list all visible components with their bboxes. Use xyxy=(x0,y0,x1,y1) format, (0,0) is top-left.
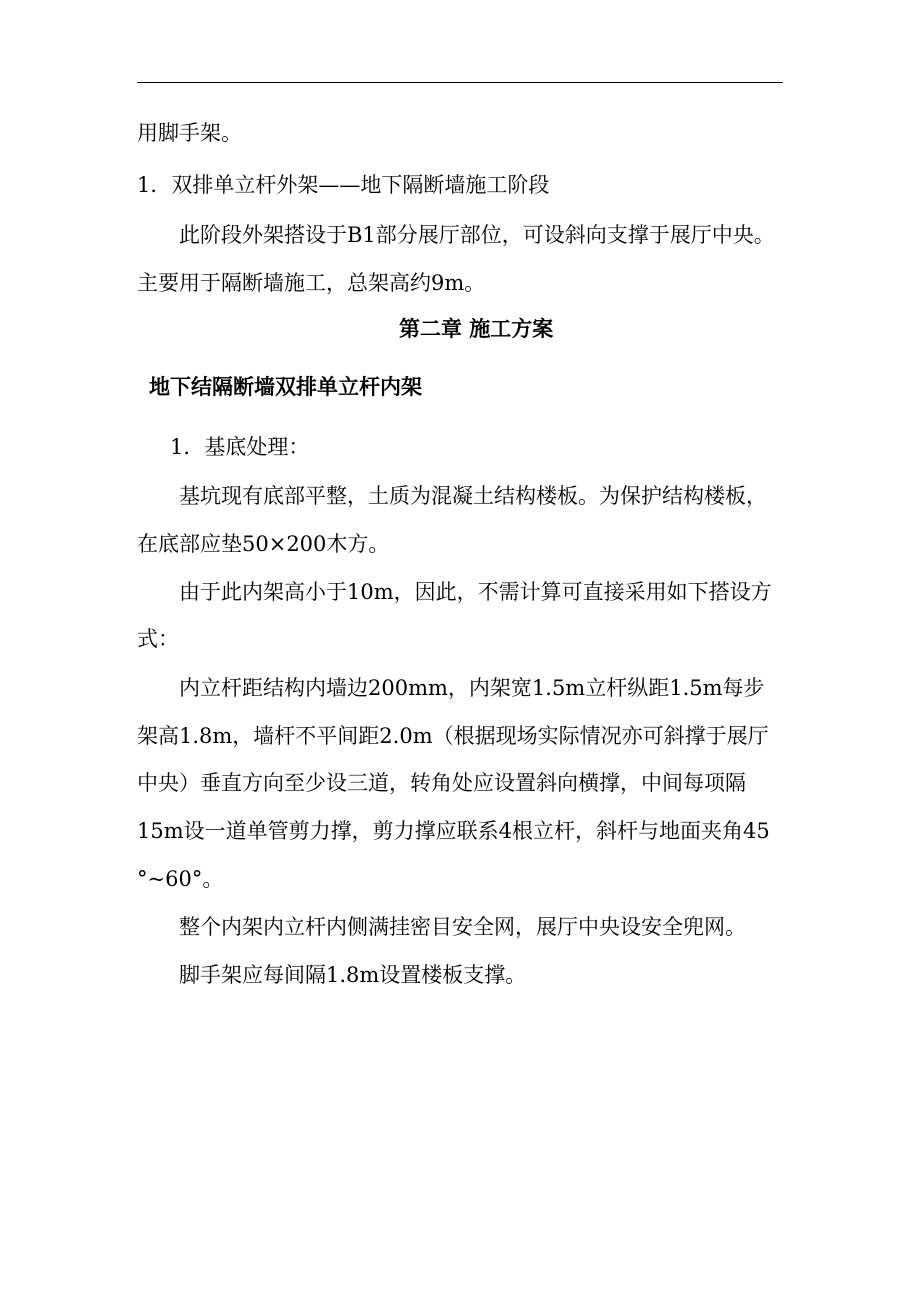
paragraph-line: °~60°。 xyxy=(137,867,224,891)
paragraph-line: 15m设一道单管剪力撑，剪力撑应联系4根立杆，斜杆与地面夹角45 xyxy=(137,819,770,843)
paragraph-line: 架高1.8m，墙杆不平间距2.0m（根据现场实际情况亦可斜撑于展厅 xyxy=(137,724,769,748)
chapter-heading: 第二章 施工方案 xyxy=(399,316,554,341)
paragraph-line: 整个内架内立杆内侧满挂密目安全网，展厅中央设安全兜网。 xyxy=(179,915,746,939)
paragraph-line: 内立杆距结构内墙边200mm，内架宽1.5m立杆纵距1.5m每步 xyxy=(179,676,765,700)
paragraph-line: 中央）垂直方向至少设三道，转角处应设置斜向横撑，中间每项隔 xyxy=(137,771,746,795)
paragraph-line: 用脚手架。 xyxy=(137,121,242,145)
paragraph-line: 由于此内架高小于10m，因此，不需计算可直接采用如下搭设方 xyxy=(179,580,772,604)
paragraph-line: 此阶段外架搭设于B1部分展厅部位，可设斜向支撑于展厅中央。 xyxy=(179,223,775,247)
paragraph-line: 在底部应垫50×200木方。 xyxy=(137,532,390,556)
section-heading: 地下结隔断墙双排单立杆内架 xyxy=(149,374,422,399)
paragraph-line: 主要用于隔断墙施工，总架高约9m。 xyxy=(137,271,486,295)
paragraph-line: 1．基底处理： xyxy=(170,435,310,459)
paragraph-line: 1．双排单立杆外架——地下隔断墙施工阶段 xyxy=(137,173,550,197)
paragraph-line: 基坑现有底部平整，土质为混凝土结构楼板。为保护结构楼板， xyxy=(179,484,767,508)
paragraph-line: 式： xyxy=(137,627,179,651)
header-rule xyxy=(137,82,783,83)
paragraph-line: 脚手架应每间隔1.8m设置楼板支撑。 xyxy=(179,963,527,987)
